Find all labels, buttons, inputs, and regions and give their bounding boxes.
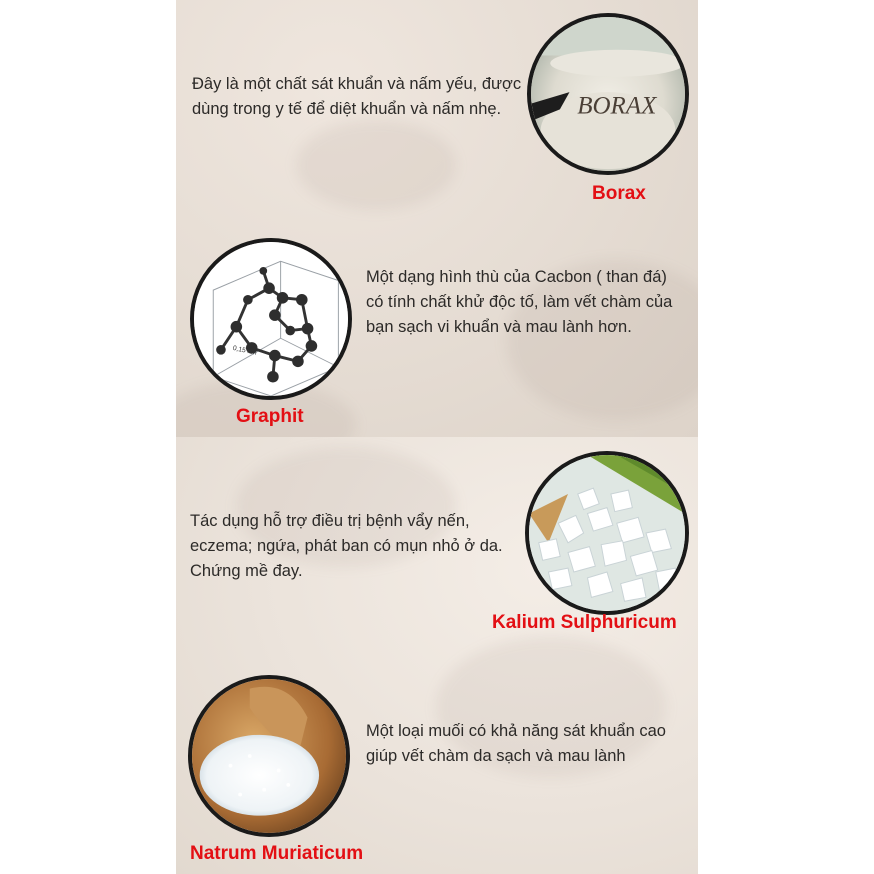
graphit-description: Một dạng hình thù của Cacbon ( than đá) có tính chất khử độc tố, làm vết chàm của bạn sạch vi khuẩn và mau lành hơn. <box>366 268 673 336</box>
natrum-description: Một loại muối có khả năng sát khuẩn cao giúp vết chàm da sạch và mau lành <box>366 722 666 765</box>
borax-image <box>527 13 689 175</box>
borax-description: Đây là một chất sát khuẩn và nấm yếu, được dùng trong y tế để diệt khuẩn và nấm nhẹ. <box>192 75 522 118</box>
kalium-image <box>525 451 689 615</box>
graphite-bond-length: 0,15 nm <box>232 344 258 357</box>
natrum-image <box>188 675 350 837</box>
panel-bottom <box>176 437 698 874</box>
borax-handwritten-text: BORAX <box>577 92 657 120</box>
graphit-image <box>190 238 352 400</box>
kalium-description: Tác dụng hỗ trợ điều trị bệnh vẩy nến, eczema; ngứa, phát ban có mụn nhỏ ở da. Chứng mề đay. <box>190 512 503 580</box>
graphite-lattice-diagram <box>194 242 348 396</box>
salt-crystals-photo <box>529 455 685 611</box>
borax-jar-photo <box>531 17 685 171</box>
background-stain <box>296 120 456 210</box>
kalium-label: Kalium Sulphuricum <box>492 612 677 633</box>
natrum-label: Natrum Muriaticum <box>190 843 364 864</box>
panel-top <box>176 0 698 437</box>
graphit-label: Graphit <box>236 406 304 427</box>
borax-label: Borax <box>592 183 646 204</box>
salt-bowl-photo <box>192 679 346 833</box>
